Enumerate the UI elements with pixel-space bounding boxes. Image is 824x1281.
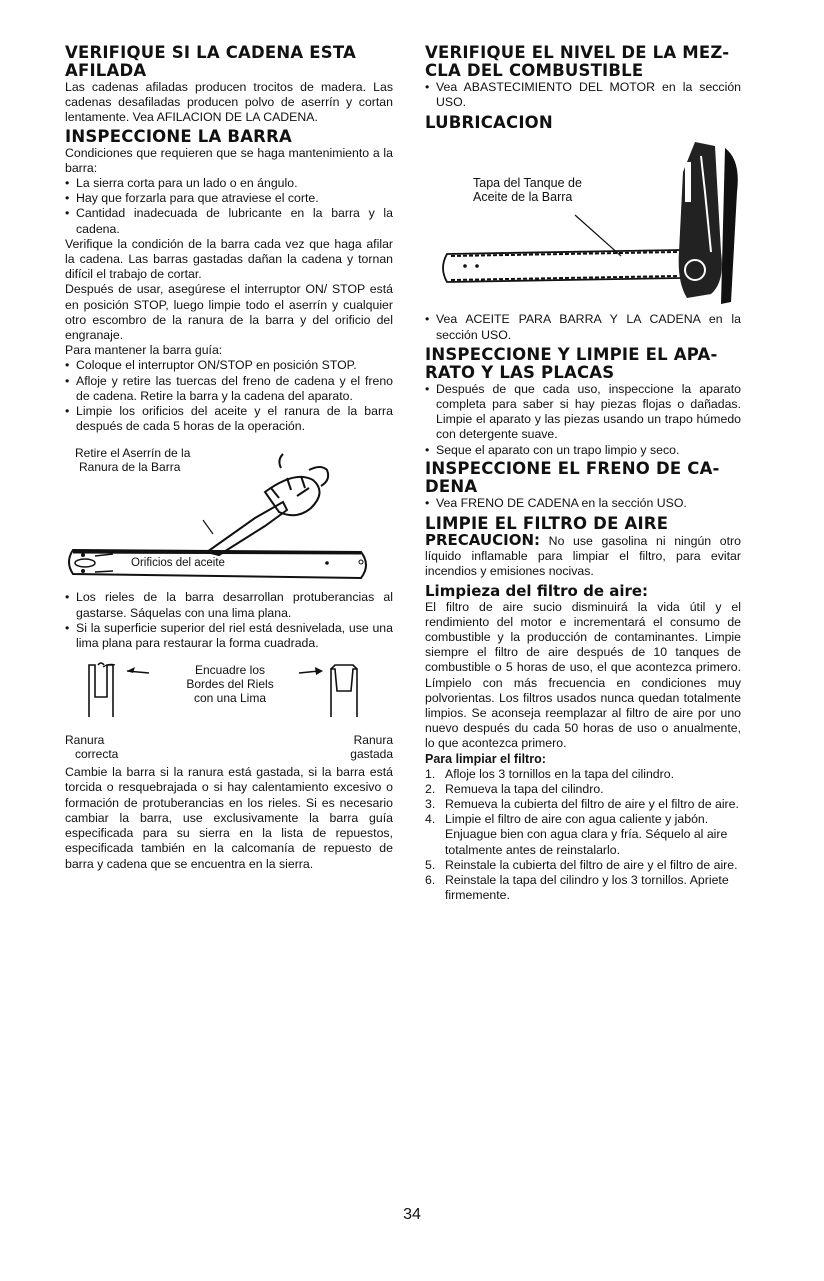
list-item: • Vea ABASTECIMIENTO DEL MOTOR en la sección USO. xyxy=(425,80,741,110)
paragraph-replace-bar: Cambie la barra si la ranura está gastada, si la barra está torcida o resquebrajada o si hay calentamiento excesivo o formación de protuberancias en los rieles. Si es necesario cambiar la barra, use exclusivamente la barra guía especificada para su sierra en la lista de repuestos, especificada también en la calcomanía de repuesto de barra y cadena que se encuentra en la sierra. xyxy=(65,765,393,871)
clean-list xyxy=(425,382,741,458)
list-item: • Afloje y retire las tuercas del freno de cadena y el freno de cadena. Retire la barra y la cadena del aparato. xyxy=(65,374,393,404)
heading-filter-cleaning: Limpieza del filtro de aire: xyxy=(425,581,649,600)
heading-check-fuel: VERIFIQUE EL NIVEL DE LA MEZ- CLA DEL COMBUSTIBLE xyxy=(425,43,730,80)
list-item: 4. Limpie el filtro de aire con agua caliente y jabón. Enjuague bien con agua clara y fría. Séquelo al aire totalmente antes de reinstalarlo. xyxy=(425,812,728,857)
bar-conditions-list xyxy=(65,176,393,237)
left-column xyxy=(65,44,393,872)
figure-label-square-edges: Encuadre los Bordes del Riels con una Lima xyxy=(186,663,274,706)
list-item: • Los rieles de la barra desarrollan protuberancias al gastarse. Sáquelas con una lima plana. xyxy=(65,590,393,620)
figure-label-worn-groove: Ranura gastada xyxy=(350,733,393,762)
list-item: • Hay que forzarla para que atraviese el corte. xyxy=(65,191,393,206)
subheading-steps: Para limpiar el filtro: xyxy=(425,751,546,766)
paragraph-after-use: Después de usar, asegúrese el interruptor ON/ STOP está en posición STOP, luego limpie todo el aserrín y cualquier otro escombro de la ranura de la barra y del orificio del engranaje. xyxy=(65,282,393,343)
list-item: 6. Reinstale la tapa del cilindro y los 3 tornillos. Apriete firmemente. xyxy=(425,873,729,903)
figure-label-remove-sawdust: Retire el Aserrín de la Ranura de la Barra xyxy=(75,446,191,475)
lube-list xyxy=(425,312,741,342)
list-item: • La sierra corta para un lado o en ángulo. xyxy=(65,176,393,191)
heading-clean-filter: LIMPIE EL FILTRO DE AIRE xyxy=(425,514,669,534)
oil-tank-illustration xyxy=(425,132,741,312)
list-item: • Después de que cada uso, inspeccione la aparato completa para saber si hay piezas flojas o dañadas. Limpie el aparato y las piezas usando un trapo húmedo con detergente suave. xyxy=(425,382,741,443)
right-column xyxy=(425,44,741,904)
list-item: 3. Remueva la cubierta del filtro de aire y el filtro de aire. xyxy=(425,797,739,812)
maintain-steps-list xyxy=(65,358,393,434)
brake-list xyxy=(425,496,741,511)
paragraph-check-bar: Verifique la condición de la barra cada vez que haga afilar la cadena. Las barras gastadas dañan la cadena y tornan difícil el trabajo de cortar. xyxy=(65,236,393,282)
caution-label: PRECAUCION: xyxy=(425,531,541,550)
rails-list xyxy=(65,590,393,651)
paragraph-bar-intro: Condiciones que requieren que se haga mantenimiento a la barra: xyxy=(65,145,393,175)
filter-steps-list xyxy=(425,767,741,904)
list-item: • Coloque el interruptor ON/STOP en posición STOP. xyxy=(65,358,393,373)
list-item: 1. Afloje los 3 tornillos en la tapa del cilindro. xyxy=(425,766,674,781)
paragraph-chain-sharp: Las cadenas afiladas producen trocitos de madera. Las cadenas desafiladas producen polvo de aserrín y cortan lentamente. Vea AFILACION DE LA CADENA. xyxy=(65,80,393,125)
heading-inspect-clean: INSPECCIONE Y LIMPIE EL APA- RATO Y LAS PLACAS xyxy=(425,344,718,382)
list-item: 2. Remueva la tapa del cilindro. xyxy=(425,781,604,796)
list-item: • Si la superficie superior del riel está desnivelada, use una lima plana para restaurar la forma cuadrada. xyxy=(65,621,393,651)
figure-label-correct-groove: Ranura correcta xyxy=(65,733,119,762)
paragraph-maintain-intro: Para mantener la barra guía: xyxy=(65,343,223,358)
list-item: • Vea FRENO DE CADENA en la sección USO. xyxy=(425,496,741,511)
guide-bar-figure xyxy=(65,440,393,588)
page-number: 34 xyxy=(403,1206,421,1223)
fuel-list xyxy=(425,80,741,110)
list-item: • Vea ACEITE PARA BARRA Y LA CADENA en la sección USO. xyxy=(425,312,741,342)
paragraph-filter: El filtro de aire sucio disminuirá la vida útil y el rendimiento del motor e incrementará el consumo de combustible y la producción de contaminantes. Limpie siempre el filtro de aire después de 10 tanques de combustible o 5 horas de uso, el que acontezca primero. Límpielo con más frecuencia en condiciones muy polvorientas. Los filtros usados nunca quedan totalmente limpios. Se aconseja reemplazar al filtro de aire por uno nuevo después du cada 50 horas de uso o anualmente, lo que acontezca primero. xyxy=(425,599,741,751)
list-item: 5. Reinstale la cubierta del filtro de aire y el filtro de aire. xyxy=(425,857,738,872)
list-item: • Cantidad inadecuada de lubricante en la barra y la cadena. xyxy=(65,206,393,236)
heading-chain-brake: INSPECCIONE EL FRENO DE CA- DENA xyxy=(425,458,720,496)
heading-check-chain-sharp: VERIFIQUE SI LA CADENA ESTA AFILADA xyxy=(65,43,356,80)
list-item: • Limpie los orificios del aceite y el ranura de la barra después de cada 5 horas de la operación. xyxy=(65,404,393,434)
rail-groove-figure xyxy=(65,661,393,765)
oil-tank-figure xyxy=(425,132,741,312)
heading-lubrication: LUBRICACION xyxy=(425,113,553,133)
figure-label-oil-cap: Tapa del Tanque de Aceite de la Barra xyxy=(473,176,582,205)
heading-inspect-bar: INSPECCIONE LA BARRA xyxy=(65,126,292,146)
figure-label-oil-holes: Orificios del aceite xyxy=(131,557,225,570)
list-item: • Seque el aparato con un trapo limpio y seco. xyxy=(425,443,741,458)
paragraph-caution: PRECAUCION: No use gasolina ni ningún otro líquido inflamable para limpiar el filtro, para evitar incendios y emisiones nocivas. xyxy=(425,531,741,579)
